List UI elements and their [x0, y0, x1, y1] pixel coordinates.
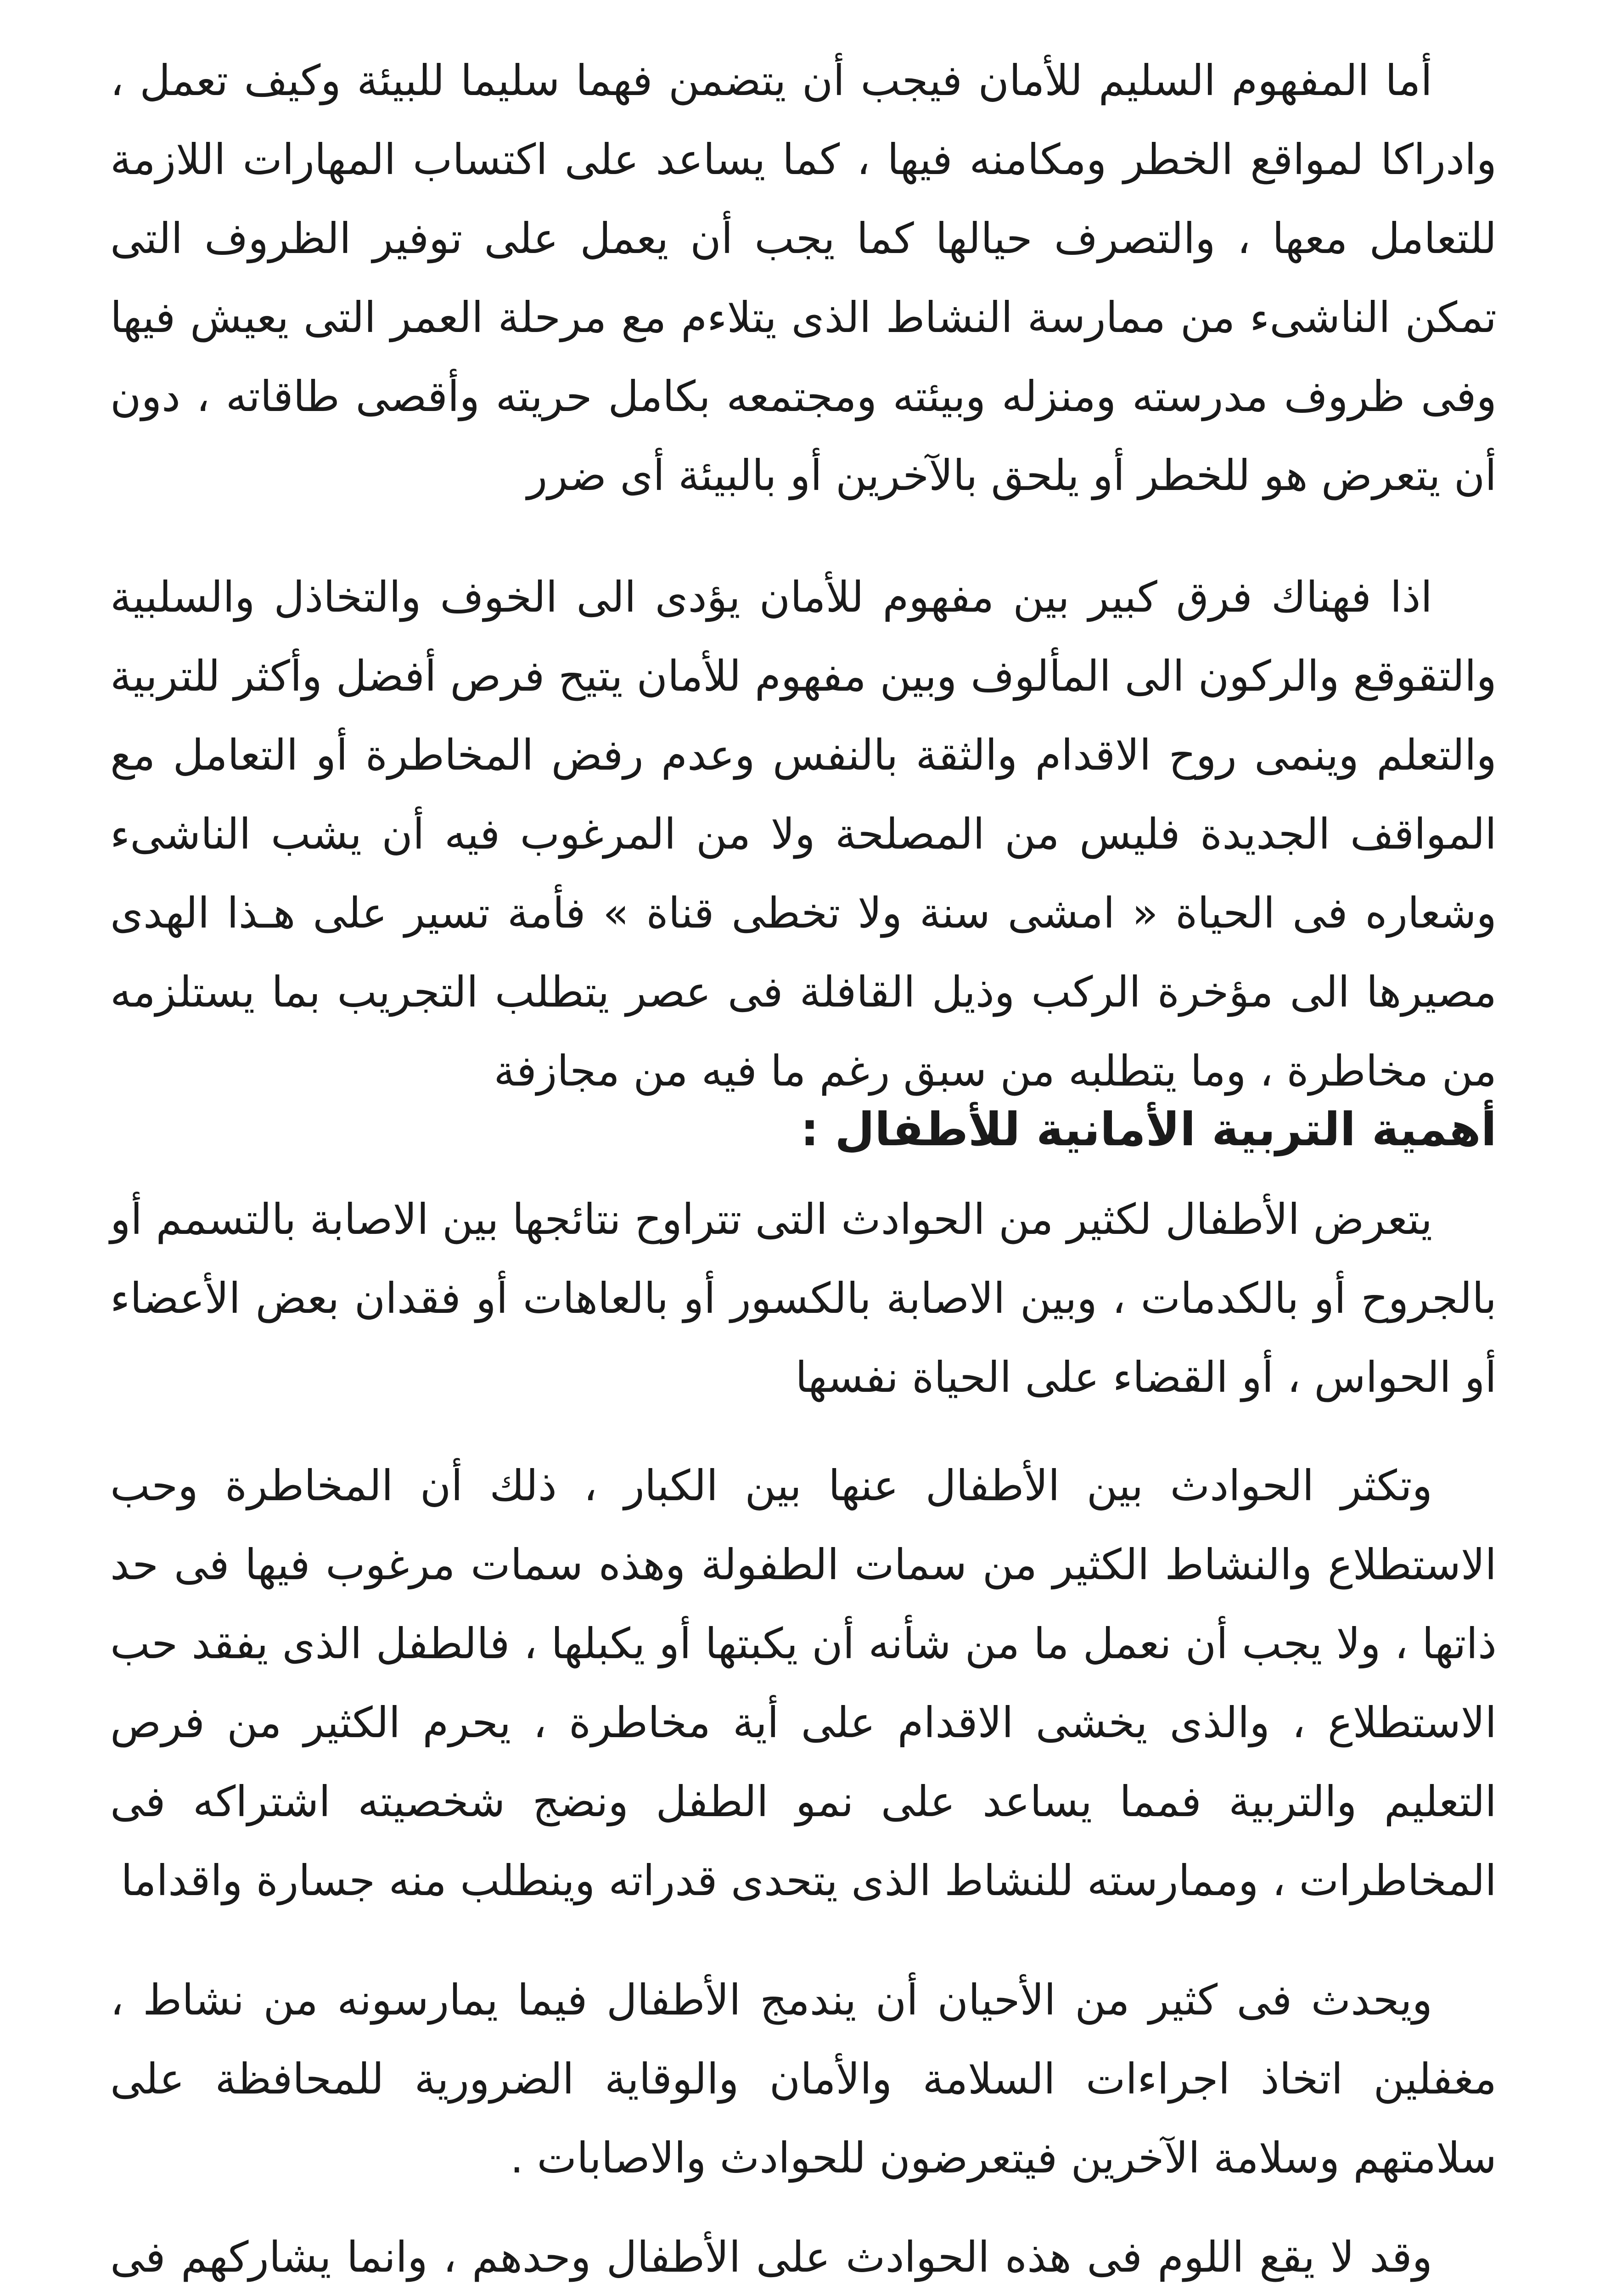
paragraph-safety-concept: أما المفهوم السليم للأمان فيجب أن يتضمن فهما سليما للبيئة وكيف تعمل ، وادراكا لمواقع الخطر ومكامنه فيها ، كما يساعد على اكتساب المهارات اللازمة للتعامل معها ، والتصرف حيالها كما يجب أن يعمل على توفير الظروف التى تمكن الناشىء من ممارسة النشاط الذى يتلاءم مع مرحلة العمر التى يعيش فيها وفى ظروف مدرسته ومنزله وبيئته ومجتمعه بكامل حريته وأقصى طاقاته ، دون أن يتعرض هو للخطر أو يلحق بالآخرين أو بالبيئة أى ضرر [110, 56, 1497, 500]
section-heading: أهمية التربية الأمانية للأطفال : [800, 1103, 1497, 1156]
paragraph-curiosity-block [110, 1446, 1497, 1920]
paragraph-engagement: ويحدث فى كثير من الأحيان أن يندمج الأطفال فيما يمارسونه من نشاط ، مغفلين اتخاذ اجراءات السلامة والأمان والوقاية الضرورية للمحافظة على سلامتهم وسلامة الآخرين فيتعرضون للحوادث والاصابات . [110, 1975, 1497, 2183]
paragraph-safety-concept-block [110, 41, 1497, 515]
paragraph-blame-block [110, 2218, 1497, 2296]
paragraph-difference-block [110, 558, 1497, 1111]
paragraph-difference: اذا فهناك فرق كبير بين مفهوم للأمان يؤدى الى الخوف والتخاذل والسلبية والتقوقع والركون الى المألوف وبين مفهوم للأمان يتيح فرص أفضل وأكثر للتربية والتعلم وينمى روح الاقدام والثقة بالنفس وعدم رفض المخاطرة أو التعامل مع المواقف الجديدة فليس من المصلحة ولا من المرغوب فيه أن يشب الناشىء وشعاره فى الحياة « امشى سنة ولا تخطى قناة » فأمة تسير على هـذا الهدى مصيرها الى مؤخرة الركب وذيل القافلة فى عصر يتطلب التجريب بما يستلزمه من مخاطرة ، وما يتطلبه من سبق رغم ما فيه من مجازفة [110, 573, 1497, 1096]
paragraph-accidents-block [110, 1180, 1497, 1417]
paragraph-curiosity: وتكثر الحوادث بين الأطفال عنها بين الكبار ، ذلك أن المخاطرة وحب الاستطلاع والنشاط الكثير من سمات الطفولة وهذه سمات مرغوب فيها فى حد ذاتها ، ولا يجب أن نعمل ما من شأنه أن يكبتها أو يكبلها ، فالطفل الذى يفقد حب الاستطلاع ، والذى يخشى الاقدام على أية مخاطرة ، يحرم الكثير من فرص التعليم والتربية فمما يساعد على نمو الطفل ونضج شخصيته اشتراكه فى المخاطرات ، وممارسته للنشاط الذى يتحدى قدراته وينطلب منه جسارة واقداما [110, 1461, 1497, 1905]
paragraph-engagement-block [110, 1961, 1497, 2198]
paragraph-blame: وقد لا يقع اللوم فى هذه الحوادث على الأطفال وحدهم ، وانما يشاركهم فى [110, 2233, 1432, 2282]
paragraph-accidents: يتعرض الأطفال لكثير من الحوادث التى تتراوح نتائجها بين الاصابة بالتسمم أو بالجروح أو بالكدمات ، وبين الاصابة بالكسور أو بالعاهات أو فقدان بعض الأعضاء أو الحواس ، أو القضاء على الحياة نفسها [110, 1195, 1497, 1402]
